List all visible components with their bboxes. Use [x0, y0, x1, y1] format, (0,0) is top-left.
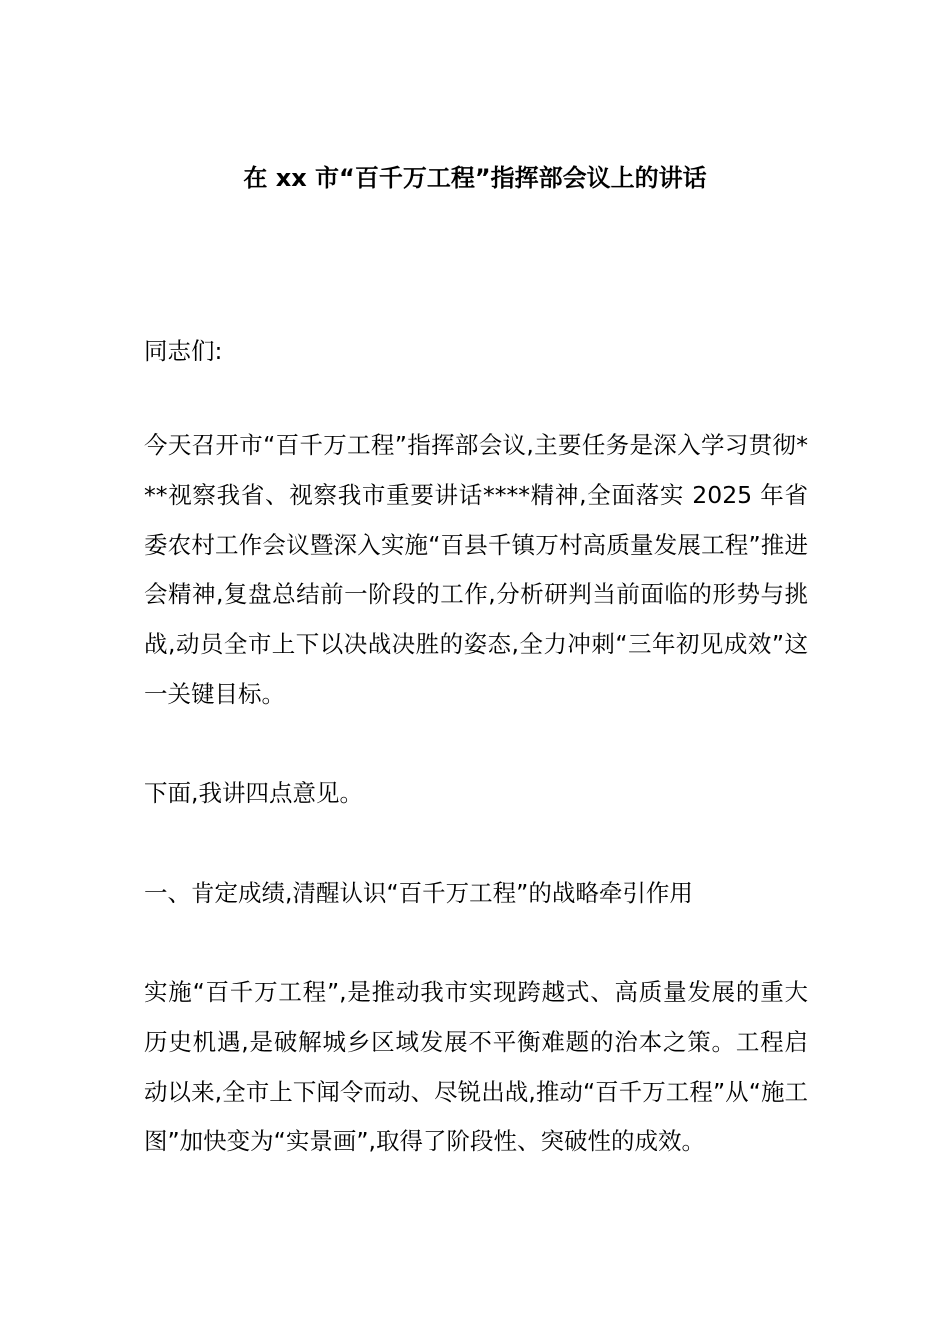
paragraph-outline: 下面,我讲四点意见。	[144, 779, 363, 807]
document-title: 在 xx 市“百千万工程”指挥部会议上的讲话	[243, 164, 707, 192]
paragraph-intro: 今天召开市“百千万工程”指挥部会议,主要任务是深入学习贯彻***视察我省、视察我市重要讲话****精神,全面落实 2025 年省委农村工作会议暨深入实施“百县千镇万村高质量发展工程”推进会精神,复盘总结前一阶段的工作,分析研判当前面临的形势与挑战,动员全市上下以决战决胜的姿态,全力冲刺“三年初见成效”这一关键目标。	[144, 431, 808, 708]
section-heading-1: 一、肯定成绩,清醒认识“百千万工程”的战略牵引作用	[144, 879, 693, 907]
salutation: 同志们:	[144, 337, 223, 365]
paragraph-section-1: 实施“百千万工程”,是推动我市实现跨越式、高质量发展的重大历史机遇,是破解城乡区域发展不平衡难题的治本之策。工程启动以来,全市上下闻令而动、尽锐出战,推动“百千万工程”从“施工图”加快变为“实景画”,取得了阶段性、突破性的成效。	[144, 978, 808, 1156]
